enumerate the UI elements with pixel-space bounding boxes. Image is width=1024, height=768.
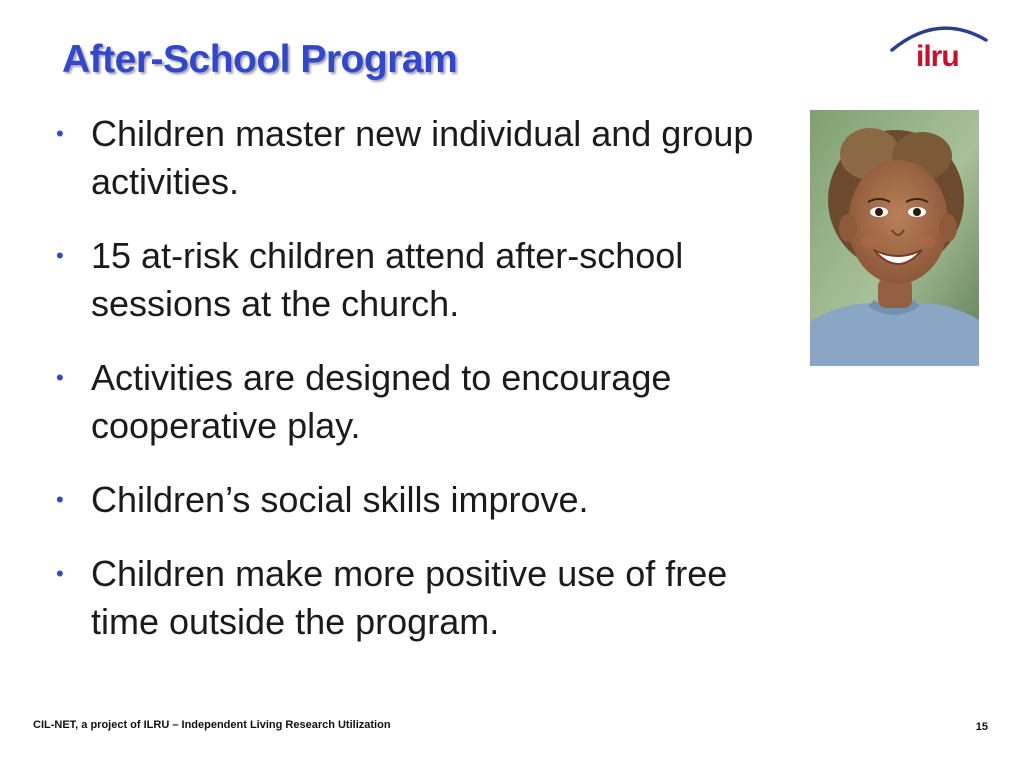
bullet-text: 15 at-risk children attend after-school sessions at the church. bbox=[91, 235, 684, 324]
bullet-icon: • bbox=[56, 243, 64, 268]
bullet-text: Children make more positive use of free time outside the program. bbox=[91, 553, 728, 642]
bullet-list bbox=[54, 110, 799, 672]
bullet-item bbox=[54, 232, 799, 328]
footer-credit: CIL-NET, a project of ILRU – Independent Living Research Utilization bbox=[33, 719, 391, 731]
bullet-icon: • bbox=[56, 487, 64, 512]
smiling-child-photo-icon bbox=[810, 110, 979, 366]
bullet-text: Children master new individual and group activities. bbox=[91, 113, 754, 202]
ilru-logo bbox=[888, 18, 992, 74]
logo-text: ilru bbox=[916, 40, 959, 73]
bullet-icon: • bbox=[56, 365, 64, 390]
page-number: 15 bbox=[975, 721, 988, 733]
slide-title: After-School Program bbox=[62, 38, 458, 81]
bullet-item bbox=[54, 110, 799, 206]
bullet-item bbox=[54, 550, 799, 646]
bullet-text: Activities are designed to encourage cooperative play. bbox=[91, 357, 672, 446]
bullet-item bbox=[54, 476, 799, 524]
bullet-text: Children’s social skills improve. bbox=[91, 479, 589, 520]
bullet-item bbox=[54, 354, 799, 450]
child-photo bbox=[810, 110, 979, 366]
bullet-icon: • bbox=[56, 121, 64, 146]
bullet-icon: • bbox=[56, 561, 64, 586]
